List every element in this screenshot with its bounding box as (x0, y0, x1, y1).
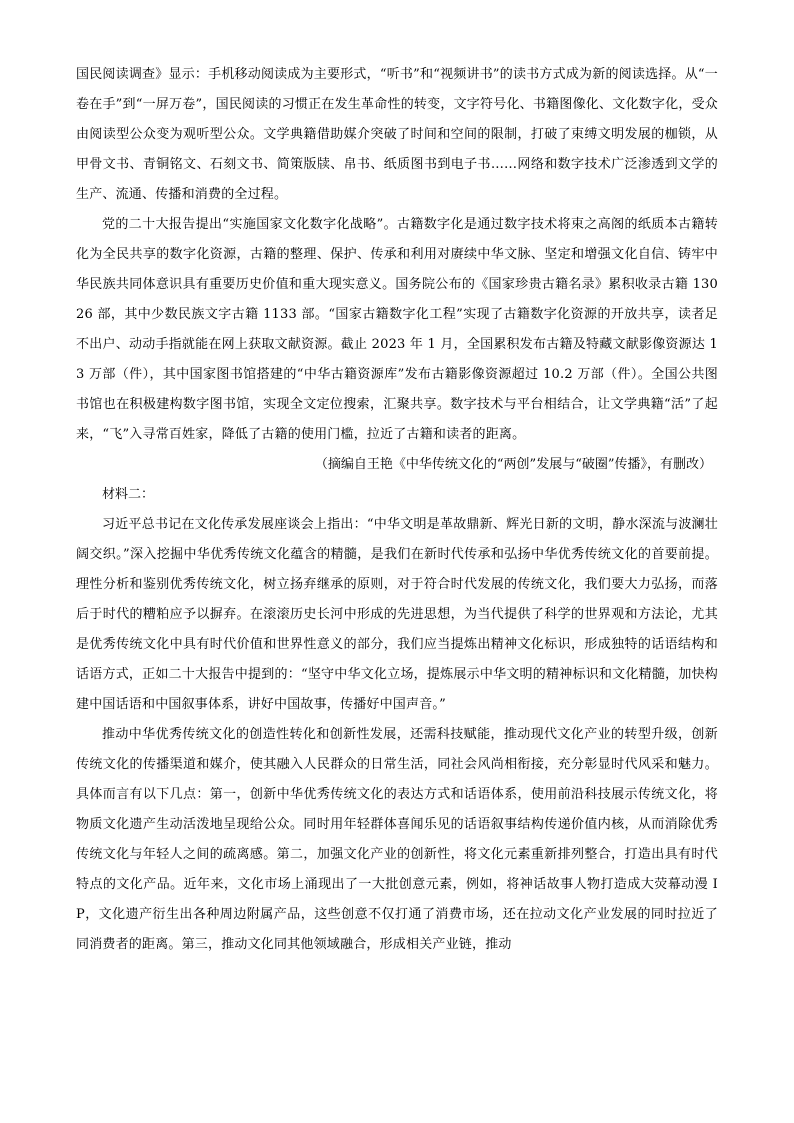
paragraph-digitization-strategy: 党的二十大报告提出“实施国家文化数字化战略”。古籍数字化是通过数字技术将束之高阁的纸质本古籍转化为全民共享的数字化资源，古籍的整理、保护、传承和利用对赓续中华文脉、坚定和增强文化自信、铸牢中华民族共同体意识具有重要历史价值和重大现实意义。国务院公布的《国家珍贵古籍名录》累积收录古籍 13026 部，其中少数民族文字古籍 1133 部。“国家古籍数字化工程”实现了古籍数字化资源的开放共享，读者足不出户、动动手指就能在网上获取文献资源。截止 2023 年 1 月，全国累积发布古籍及特藏文献影像资源达 13 万部（件），其中国家图书馆搭建的“中华古籍资源库”发布古籍影像资源超过 10.2 万部（件）。全国公共图书馆也在积极建构数字图书馆，实现全文定位搜索，汇聚共享。数字技术与平台相结合，让文学典籍“活”了起来，“飞”入寻常百姓家，降低了古籍的使用门槛，拉近了古籍和读者的距离。 (76, 217, 718, 442)
source-citation: （摘编自王艳《中华传统文化的“两创”发展与“破圈”传播》，有删改） (314, 457, 712, 472)
material-two-heading: 材料二： (102, 487, 155, 502)
paragraph-innovation: 推动中华优秀传统文化的创造性转化和创新性发展，还需科技赋能，推动现代文化产业的转型升级，创新传统文化的传播渠道和媒介，使其融入人民群众的日常生活，同社会风尚相衔接，充分彰显时代风采和魅力。具体而言有以下几点：第一，创新中华优秀传统文化的表达方式和话语体系，使用前沿科技展示传统文化，将物质文化遗产生动活泼地呈现给公众。同时用年轻群体喜闻乐见的话语叙事结构传递价值内核，从而消除优秀传统文化与年轻人之间的疏离感。第二，加强文化产业的创新性，将文化元素重新排列整合，打造出具有时代特点的文化产品。近年来，文化市场上涌现出了一大批创意元素，例如，将神话故事人物打造成大荧幕动漫 IP，文化遗产衍生出各种周边附属产品，这些创意不仅打通了消费市场，还在拉动文化产业发展的同时拉近了同消费者的距离。第三，推动文化同其他领域融合，形成相关产业链，推动 (76, 727, 718, 952)
paragraph-reading-survey: 国民阅读调查》显示：手机移动阅读成为主要形式，“听书”和“视频讲书”的读书方式成为新的阅读选择。从“一卷在手”到“一屏万卷”，国民阅读的习惯正在发生革命性的转变，文字符号化、书籍图像化、文化数字化，受众由阅读型公众变为观听型公众。文学典籍借助媒介突破了时间和空间的限制，打破了束缚文明发展的枷锁，从甲骨文书、青铜铭文、石刻文书、简策版牍、帛书、纸质图书到电子书……网络和数字技术广泛渗透到文学的生产、流通、传播和消费的全过程。 (76, 67, 718, 202)
paragraph-xi-speech: 习近平总书记在文化传承发展座谈会上指出：“中华文明是革故鼎新、辉光日新的文明，静水深流与波澜壮阔交织。”深入挖掘中华优秀传统文化蕴含的精髓，是我们在新时代传承和弘扬中华优秀传统文化的首要前提。理性分析和鉴别优秀传统文化，树立扬弃继承的原则，对于符合时代发展的传统文化，我们要大力弘扬，而落后于时代的糟粕应予以摒弃。在滚滚历史长河中形成的先进思想，为当代提供了科学的世界观和方法论，尤其是优秀传统文化中具有时代价值和世界性意义的部分，我们应当提炼出精神文化标识，形成独特的话语结构和话语方式，正如二十大报告中提到的：“坚守中华文化立场，提炼展示中华文明的精神标识和文化精髓，加快构建中国话语和中国叙事体系，讲好中国故事，传播好中国声音。” (76, 517, 718, 712)
document-body (76, 60, 718, 960)
